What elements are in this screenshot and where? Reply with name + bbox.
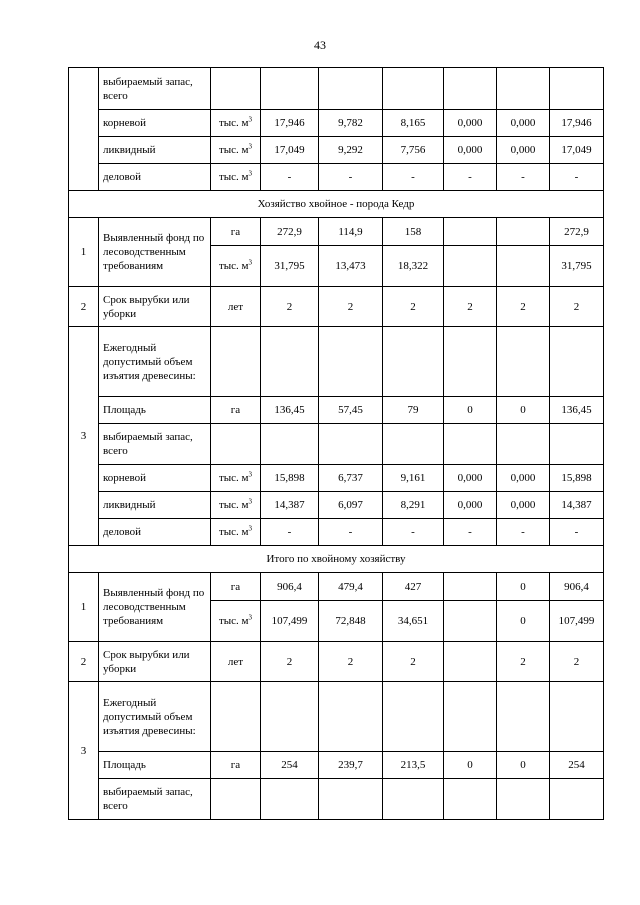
table-row [69, 465, 604, 492]
value-cell: 906,4 [261, 573, 319, 601]
table-row [69, 287, 604, 327]
value-cell [444, 246, 497, 287]
row-number: 3 [69, 682, 99, 820]
section-title: Хозяйство хвойное - порода Кедр [69, 191, 604, 218]
value-cell: 57,45 [319, 397, 383, 424]
value-cell: - [444, 519, 497, 546]
value-cell: 17,946 [261, 110, 319, 137]
unit-cell: тыс. $м^3$ [211, 137, 261, 164]
value-cell: 136,45 [261, 397, 319, 424]
value-cell: - [497, 164, 550, 191]
value-cell: 17,049 [261, 137, 319, 164]
value-cell: 272,9 [261, 218, 319, 246]
value-cell: 0,000 [497, 137, 550, 164]
value-cell: 8,165 [383, 110, 444, 137]
value-cell: 18,322 [383, 246, 444, 287]
table-row [69, 752, 604, 779]
value-cell: 479,4 [319, 573, 383, 601]
table-row [69, 779, 604, 820]
value-cell: 2 [550, 287, 604, 327]
row-label: ликвидный [99, 137, 211, 164]
unit-cell: га [211, 752, 261, 779]
value-cell [444, 218, 497, 246]
value-cell: 272,9 [550, 218, 604, 246]
value-cell: 254 [261, 752, 319, 779]
value-cell: 0,000 [444, 110, 497, 137]
table-row [69, 519, 604, 546]
row-number-cell [69, 68, 99, 191]
value-cell: 2 [261, 287, 319, 327]
value-cell [444, 601, 497, 642]
table-row [69, 642, 604, 682]
value-cell: - [550, 164, 604, 191]
unit-cell: га [211, 573, 261, 601]
row-label: Срок вырубки или уборки [99, 642, 211, 682]
value-cell: - [444, 164, 497, 191]
section-title: Итого по хвойному хозяйству [69, 546, 604, 573]
value-cell: 136,45 [550, 397, 604, 424]
value-cell: 15,898 [261, 465, 319, 492]
table-row [69, 110, 604, 137]
unit-cell: тыс. $м^3$ [211, 601, 261, 642]
value-cell: 2 [444, 287, 497, 327]
value-cell: 2 [319, 642, 383, 682]
table-row [69, 573, 604, 601]
value-cell: 0,000 [444, 137, 497, 164]
row-label: корневой [99, 465, 211, 492]
table-row [69, 327, 604, 397]
value-cell: 2 [550, 642, 604, 682]
value-cell: 31,795 [550, 246, 604, 287]
value-cell: - [261, 164, 319, 191]
row-label: выбираемый запас, всего [99, 779, 211, 820]
row-label: Площадь [99, 397, 211, 424]
value-cell: 0,000 [497, 465, 550, 492]
value-cell: 6,737 [319, 465, 383, 492]
row-number: 2 [69, 642, 99, 682]
value-cell: 0,000 [497, 492, 550, 519]
value-cell: 8,291 [383, 492, 444, 519]
value-cell: 0 [497, 397, 550, 424]
row-label: Ежегодный допустимый объем изъятия древесины: [99, 327, 211, 397]
value-cell: 9,292 [319, 137, 383, 164]
value-cell: 79 [383, 397, 444, 424]
row-label: Ежегодный допустимый объем изъятия древесины: [99, 682, 211, 752]
value-cell: 2 [497, 642, 550, 682]
table-row [69, 164, 604, 191]
row-number: 3 [69, 327, 99, 546]
value-cell: 0,000 [444, 465, 497, 492]
unit-cell: га [211, 397, 261, 424]
forest-fund-table [68, 67, 604, 820]
unit-cell: тыс. $м^3$ [211, 465, 261, 492]
row-label: Выявленный фонд по лесоводственным требованиям [99, 573, 211, 642]
row-label: Площадь [99, 752, 211, 779]
table-row [69, 492, 604, 519]
value-cell [497, 246, 550, 287]
table-row [69, 682, 604, 752]
value-cell: 114,9 [319, 218, 383, 246]
value-cell: 0 [497, 573, 550, 601]
row-label: Срок вырубки или уборки [99, 287, 211, 327]
row-label: выбираемый запас, всего [99, 424, 211, 465]
value-cell: 107,499 [550, 601, 604, 642]
value-cell: 31,795 [261, 246, 319, 287]
value-cell: - [319, 164, 383, 191]
unit-cell: тыс. $м^3$ [211, 164, 261, 191]
unit-cell: тыс. $м^3$ [211, 246, 261, 287]
value-cell: 906,4 [550, 573, 604, 601]
value-cell: 7,756 [383, 137, 444, 164]
unit-cell: лет [211, 287, 261, 327]
table-row [69, 397, 604, 424]
value-cell: 107,499 [261, 601, 319, 642]
value-cell: 13,473 [319, 246, 383, 287]
value-cell: - [550, 519, 604, 546]
value-cell: 2 [261, 642, 319, 682]
row-label: деловой [99, 519, 211, 546]
value-cell: - [261, 519, 319, 546]
value-cell: 254 [550, 752, 604, 779]
value-cell: - [383, 519, 444, 546]
value-cell: 34,651 [383, 601, 444, 642]
table-row [69, 218, 604, 246]
value-cell: - [319, 519, 383, 546]
row-number: 1 [69, 573, 99, 642]
value-cell: 158 [383, 218, 444, 246]
row-label: корневой [99, 110, 211, 137]
value-cell: 427 [383, 573, 444, 601]
value-cell: 17,049 [550, 137, 604, 164]
value-cell [497, 218, 550, 246]
value-cell: 2 [497, 287, 550, 327]
value-cell: 14,387 [550, 492, 604, 519]
value-cell [444, 642, 497, 682]
unit-cell: тыс. $м^3$ [211, 110, 261, 137]
page-number: 43 [314, 38, 326, 52]
value-cell: - [383, 164, 444, 191]
row-label: ликвидный [99, 492, 211, 519]
section-header-row [69, 191, 604, 218]
value-cell: - [497, 519, 550, 546]
value-cell: 9,161 [383, 465, 444, 492]
value-cell: 0 [497, 752, 550, 779]
unit-cell: тыс. $м^3$ [211, 492, 261, 519]
row-number: 1 [69, 218, 99, 287]
row-number: 2 [69, 287, 99, 327]
row-label: Выявленный фонд по лесоводственным требованиям [99, 218, 211, 287]
row-label: выбираемый запас, всего [99, 68, 211, 110]
value-cell: 0 [444, 397, 497, 424]
unit-cell: тыс. $м^3$ [211, 519, 261, 546]
value-cell: 17,946 [550, 110, 604, 137]
value-cell: 6,097 [319, 492, 383, 519]
value-cell: 0 [444, 752, 497, 779]
value-cell: 0,000 [444, 492, 497, 519]
value-cell: 72,848 [319, 601, 383, 642]
value-cell: 9,782 [319, 110, 383, 137]
value-cell: 2 [383, 642, 444, 682]
value-cell: 0 [497, 601, 550, 642]
value-cell: 2 [383, 287, 444, 327]
value-cell: 15,898 [550, 465, 604, 492]
value-cell [444, 573, 497, 601]
unit-cell: лет [211, 642, 261, 682]
value-cell: 0,000 [497, 110, 550, 137]
table-row [69, 424, 604, 465]
value-cell: 213,5 [383, 752, 444, 779]
table-row [69, 68, 604, 110]
section-header-row [69, 546, 604, 573]
value-cell: 14,387 [261, 492, 319, 519]
row-label: деловой [99, 164, 211, 191]
table-row [69, 137, 604, 164]
value-cell: 2 [319, 287, 383, 327]
value-cell: 239,7 [319, 752, 383, 779]
unit-cell: га [211, 218, 261, 246]
